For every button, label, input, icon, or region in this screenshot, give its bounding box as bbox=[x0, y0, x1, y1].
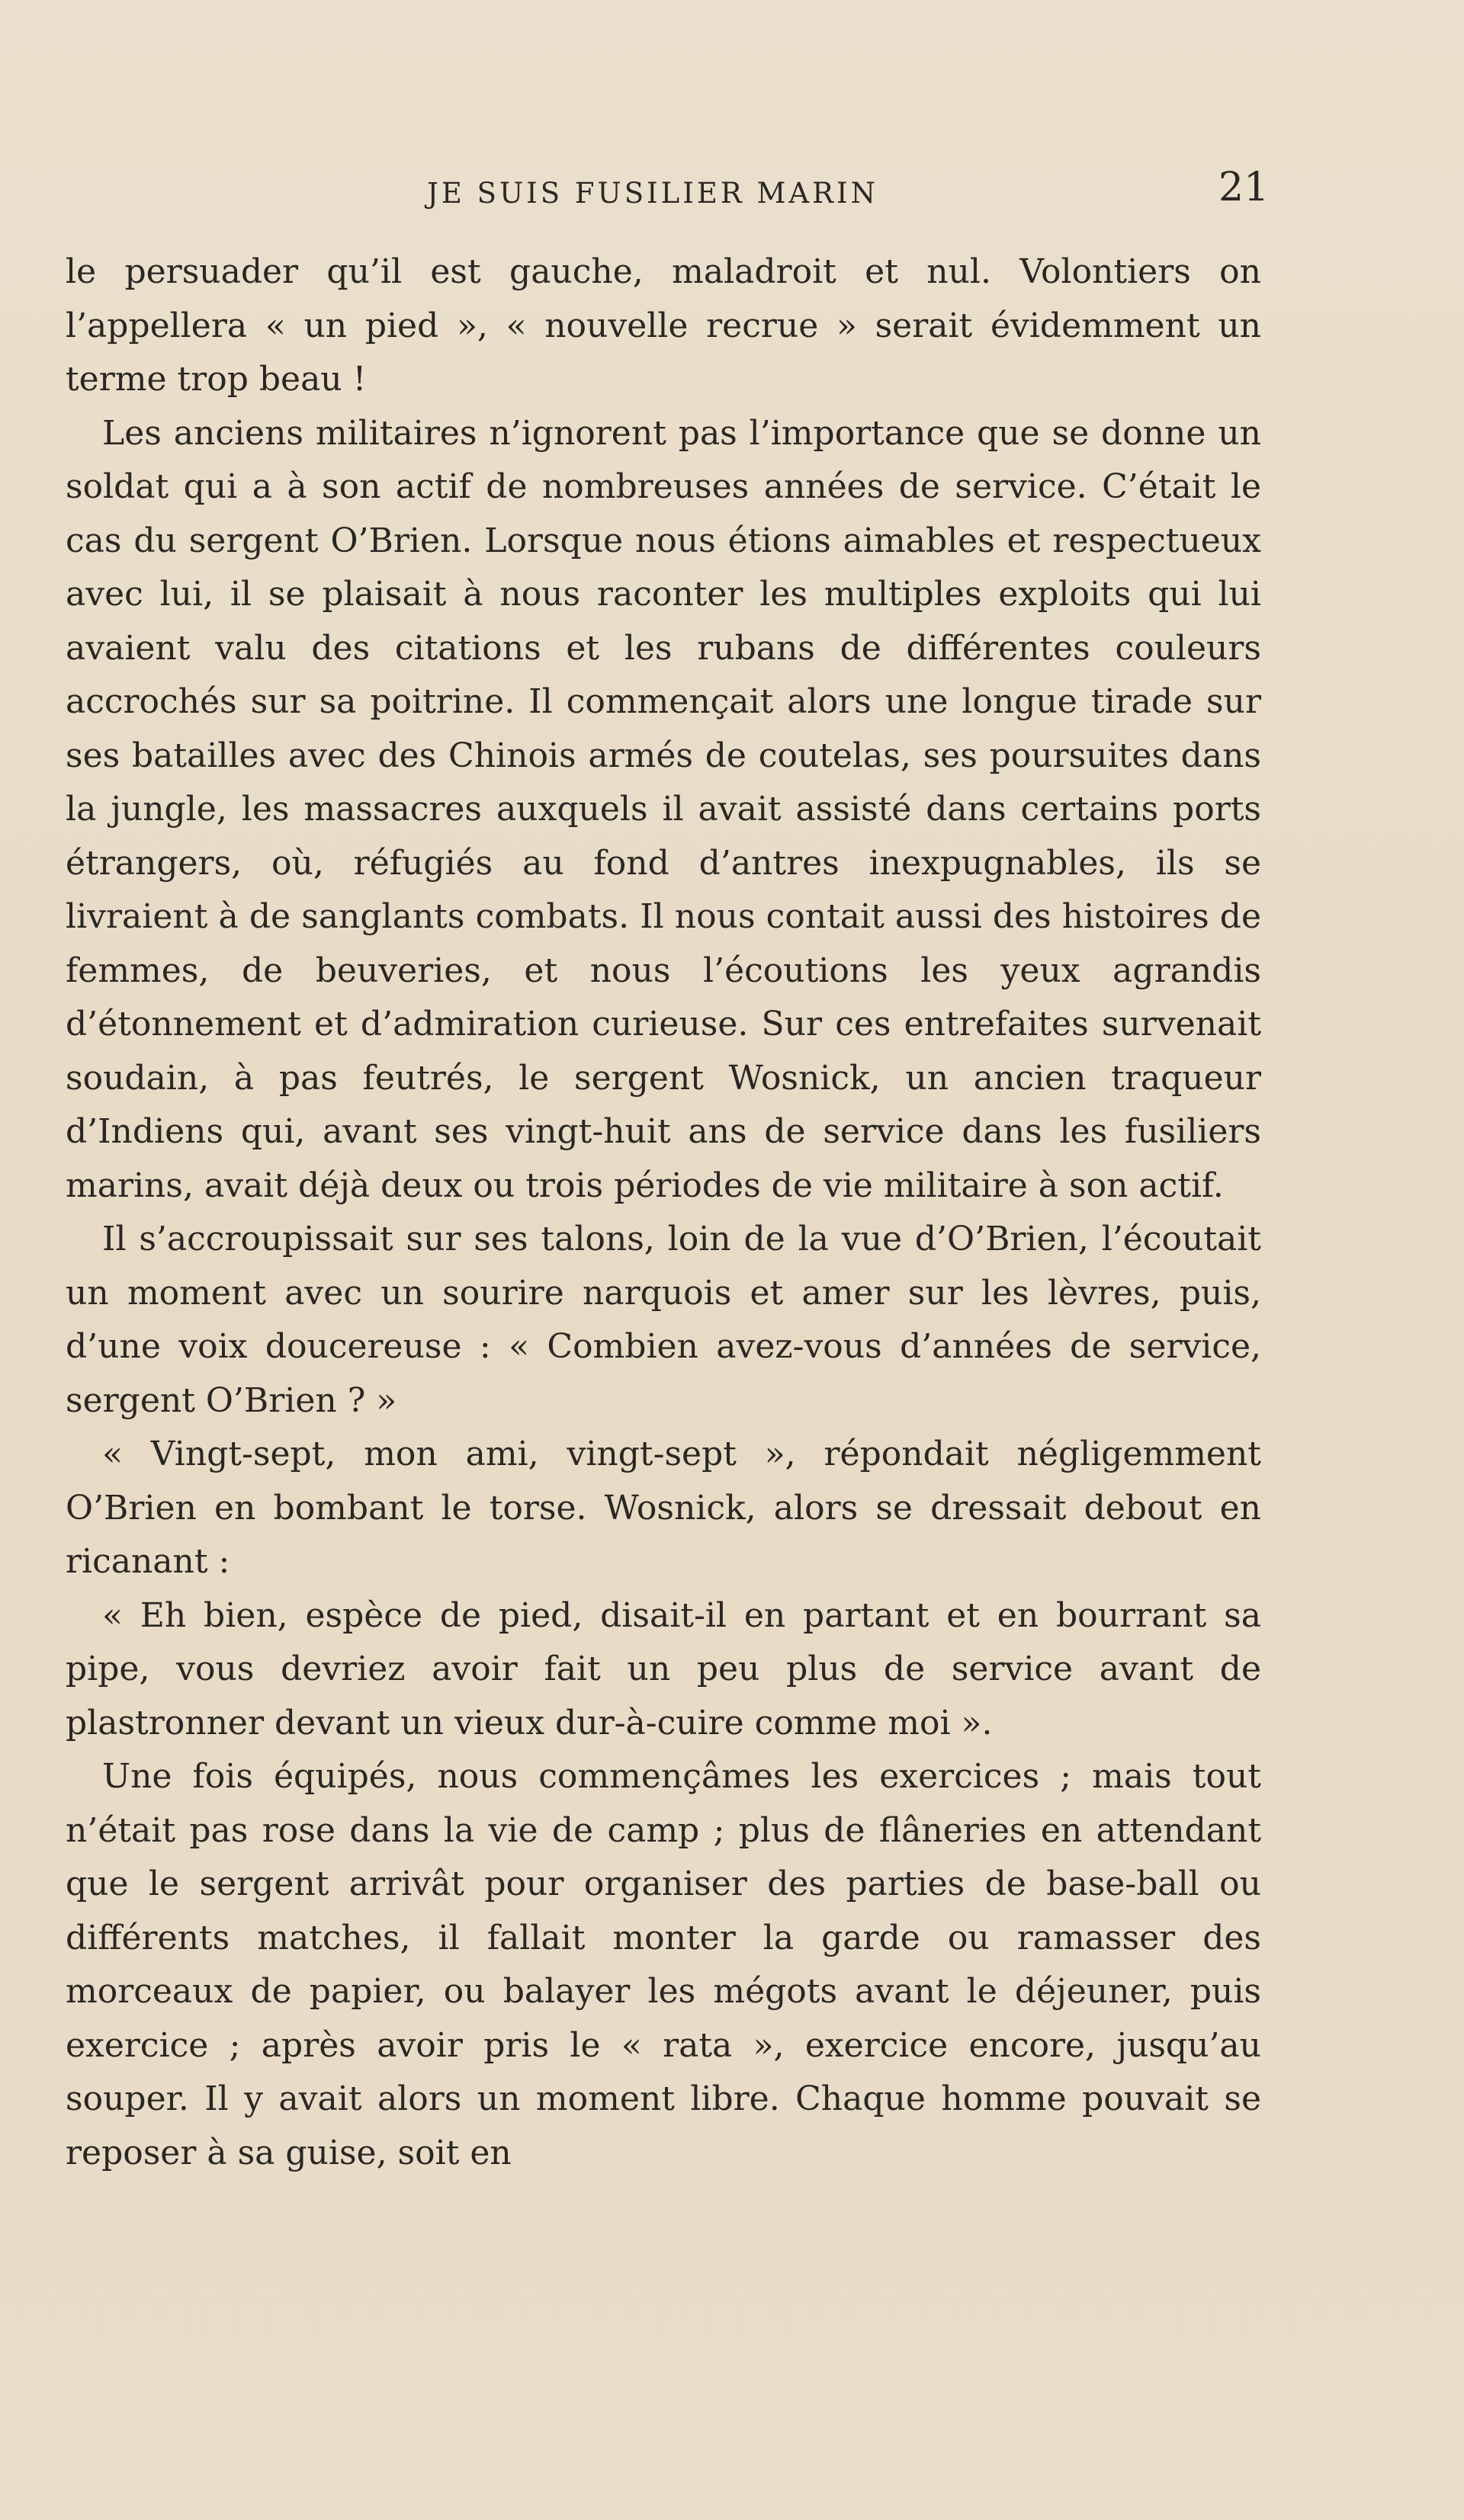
paragraph-camp-life: Une fois équipés, nous commençâmes les exercices ; mais tout n’était pas rose dans la vie de camp ; plus de flâneries en attendant que le sergent arrivât pour organiser des parties de base-ball ou différents matches, il fallait monter la garde ou ramasser des morceaux de papier, ou balayer les mégots avant le déjeuner, puis exercice ; après avoir pris le « rata », exercice encore, jusqu’au souper. Il y avait alors un moment libre. Chaque homme pouvait se reposer à sa guise, soit en bbox=[66, 1757, 1261, 2172]
running-head-title: JE SUIS FUSILIER MARIN bbox=[427, 177, 878, 210]
paragraph-obrien-answer: « Vingt-sept, mon ami, vingt-sept », répondait négligemment O’Brien en bombant le torse. Wosnick, alors se dressait debout en ricanant : bbox=[66, 1435, 1261, 1581]
body-text bbox=[66, 245, 1261, 2180]
page-number: 21 bbox=[1218, 165, 1270, 210]
paragraph-wosnick-question: Il s’accroupissait sur ses talons, loin de la vue d’O’Brien, l’écoutait un moment avec un sourire narquois et amer sur les lèvres, puis, d’une voix doucereuse : « Combien avez-vous d’années de service, sergent O’Brien ? » bbox=[66, 1220, 1261, 1420]
paragraph-obrien: Les anciens militaires n’ignorent pas l’importance que se donne un soldat qui a à son actif de nombreuses années de service. C’était le cas du sergent O’Brien. Lorsque nous étions aimables et respectueux avec lui, il se plaisait à nous raconter les multiples exploits qui lui avaient valu des citations et les rubans de différentes couleurs accrochés sur sa poitrine. Il commençait alors une longue tirade sur ses batailles avec des Chinois armés de coutelas, ses poursuites dans la jungle, les massacres auxquels il avait assisté dans certains ports étrangers, où, réfugiés au fond d’antres inexpugnables, ils se livraient à de sanglants combats. Il nous contait aussi des histoires de femmes, de beuveries, et nous l’écoutions les yeux agrandis d’étonnement et d’admiration curieuse. Sur ces entrefaites survenait soudain, à pas feutrés, le sergent Wosnick, un ancien traqueur d’Indiens qui, avant ses vingt-huit ans de service dans les fusiliers marins, avait déjà deux ou trois périodes de vie militaire à son actif. bbox=[66, 413, 1261, 1205]
paragraph-wosnick-retort: « Eh bien, espèce de pied, disait-il en partant et en bourrant sa pipe, vous devriez avoir fait un peu plus de service avant de plastronner devant un vieux dur-à-cuire comme moi ». bbox=[66, 1595, 1261, 1743]
paragraph-continuation: le persuader qu’il est gauche, maladroit et nul. Volontiers on l’appellera « un pied », « nouvelle recrue » serait évidemment un terme trop beau ! bbox=[66, 252, 1261, 399]
